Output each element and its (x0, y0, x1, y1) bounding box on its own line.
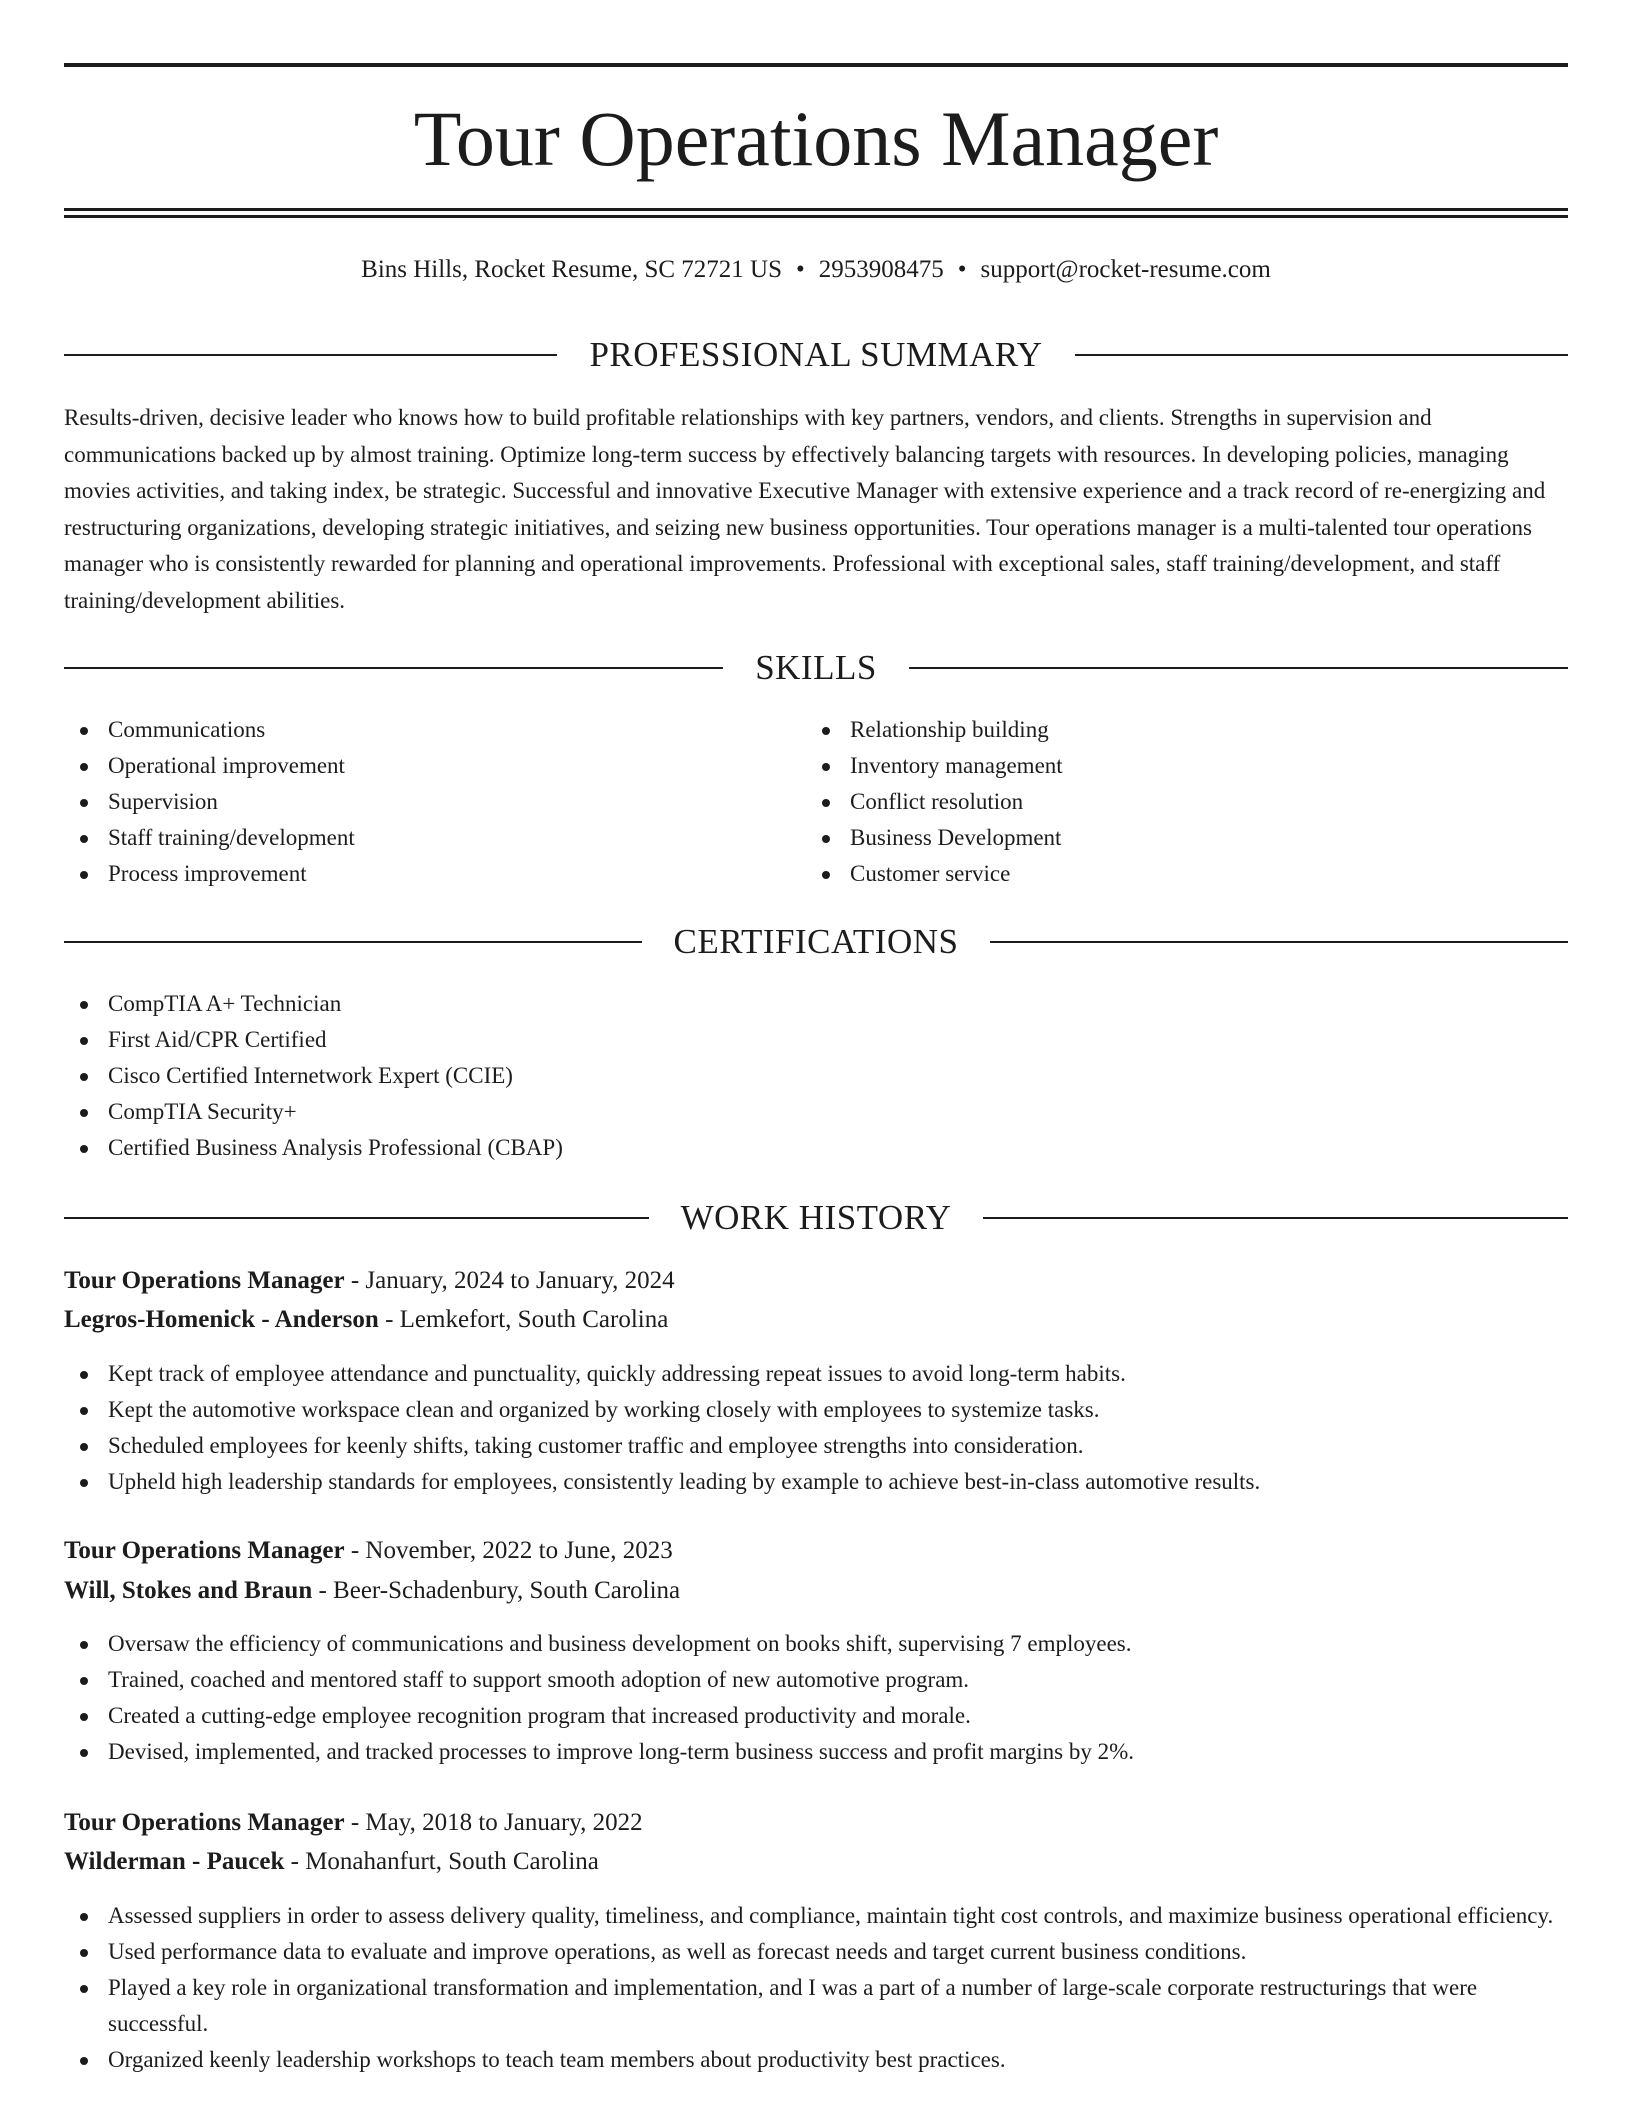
contact-phone: 2953908475 (818, 256, 944, 283)
contact-separator: • (957, 256, 967, 283)
job-company-line (64, 1302, 1568, 1338)
job-bullet: Oversaw the efficiency of communications and business development on books shift, supervising 7 employees. (64, 1626, 1568, 1662)
job-bullets (64, 1626, 1568, 1770)
job-bullet: Devised, implemented, and tracked processes to improve long-term business success and profit margins by 2%. (64, 1734, 1568, 1770)
skills-heading (64, 648, 1568, 688)
skill-item: Inventory management (806, 748, 1506, 784)
heading-rule (1075, 354, 1568, 356)
heading-rule (64, 667, 723, 669)
skill-item: Communications (64, 712, 764, 748)
certification-item: First Aid/CPR Certified (64, 1022, 1568, 1058)
certification-item: Cisco Certified Internetwork Expert (CCIE) (64, 1058, 1568, 1094)
job-bullets (64, 1356, 1568, 1500)
certifications-title: CERTIFICATIONS (673, 922, 959, 961)
heading-rule (64, 941, 642, 943)
job-title: Tour Operations Manager (64, 1809, 345, 1836)
job-bullet: Played a key role in organizational transformation and implementation, and I was a part of a number of large-scale corporate restructurings that were successful. (64, 1970, 1568, 2042)
job-bullet: Upheld high leadership standards for employees, consistently leading by example to achieve best-in-class automotive results. (64, 1464, 1568, 1500)
skills-list-right (806, 712, 1506, 892)
job-dates: - May, 2018 to January, 2022 (344, 1809, 643, 1836)
heading-rule (909, 667, 1568, 669)
certification-item: CompTIA A+ Technician (64, 986, 1568, 1022)
job-location: - Monahanfurt, South Carolina (284, 1848, 599, 1875)
job-title: Tour Operations Manager (64, 1267, 345, 1294)
job-bullet: Kept the automotive workspace clean and organized by working closely with employees to systemize tasks. (64, 1392, 1568, 1428)
contact-separator: • (796, 256, 805, 283)
skill-item: Conflict resolution (806, 784, 1506, 820)
job-title-line (64, 1805, 1568, 1841)
certifications-heading (64, 922, 1568, 962)
certifications-list (64, 986, 1568, 1166)
summary-title: PROFESSIONAL SUMMARY (589, 335, 1043, 374)
skills-list-left (64, 712, 764, 892)
heading-rule (983, 1217, 1568, 1219)
job-location: - Beer-Schadenbury, South Carolina (312, 1577, 681, 1604)
skill-item: Operational improvement (64, 748, 764, 784)
work-title: WORK HISTORY (680, 1198, 952, 1237)
skill-item: Staff training/development (64, 820, 764, 856)
job-location: - Lemkefort, South Carolina (378, 1306, 669, 1333)
job-bullet: Created a cutting-edge employee recognition program that increased productivity and morale. (64, 1698, 1568, 1734)
job-title-line (64, 1533, 1568, 1569)
skill-item: Process improvement (64, 856, 764, 892)
certification-item: CompTIA Security+ (64, 1094, 1568, 1130)
top-rule (64, 63, 1568, 67)
job-bullet: Organized keenly leadership workshops to teach team members about productivity best practices. (64, 2042, 1568, 2078)
job-bullet: Scheduled employees for keenly shifts, taking customer traffic and employee strengths into consideration. (64, 1428, 1568, 1464)
heading-rule (990, 941, 1568, 943)
heading-rule (64, 1217, 649, 1219)
job-bullet: Assessed suppliers in order to assess delivery quality, timeliness, and compliance, maintain tight cost controls, and maximize business operational efficiency. (64, 1898, 1568, 1934)
heading-rule (64, 354, 557, 356)
job-company: Wilderman - Paucek (64, 1848, 285, 1875)
skill-item: Business Development (806, 820, 1506, 856)
work-heading (64, 1198, 1568, 1238)
job-title: Tour Operations Manager (64, 1537, 345, 1564)
job-bullet: Trained, coached and mentored staff to support smooth adoption of new automotive program. (64, 1662, 1568, 1698)
contact-line (64, 252, 1568, 288)
job-company: Will, Stokes and Braun (64, 1577, 313, 1604)
job-bullet: Used performance data to evaluate and improve operations, as well as forecast needs and target current business conditions. (64, 1934, 1568, 1970)
job-dates: - November, 2022 to June, 2023 (344, 1537, 673, 1564)
contact-address: Bins Hills, Rocket Resume, SC 72721 US (361, 256, 783, 283)
skill-item: Relationship building (806, 712, 1506, 748)
contact-email: support@rocket-resume.com (980, 256, 1271, 283)
skill-item: Customer service (806, 856, 1506, 892)
summary-text: Results-driven, decisive leader who knows how to build profitable relationships with key partners, vendors, and clients. Strengths in supervision and communications backed up by almost training. Optimize long-term success by effectively balancing targets with resources. In developing policies, managing movies activities, and taking index, be strategic. Successful and innovative Executive Manager with extensive experience and a track record of re-energizing and restructuring organizations, developing strategic initiatives, and seizing new business opportunities. Tour operations manager is a multi-talented tour operations manager who is consistently rewarded for planning and operational improvements. Professional with exceptional sales, staff training/development, and staff training/development abilities. (64, 405, 1546, 613)
job-company-line (64, 1573, 1568, 1609)
job-dates: - January, 2024 to January, 2024 (344, 1267, 675, 1294)
job-company-line (64, 1844, 1568, 1880)
job-bullets (64, 1898, 1568, 2078)
skills-title: SKILLS (755, 648, 877, 687)
skill-item: Supervision (64, 784, 764, 820)
job-bullet: Kept track of employee attendance and punctuality, quickly addressing repeat issues to avoid long-term habits. (64, 1356, 1568, 1392)
certification-item: Certified Business Analysis Professional (CBAP) (64, 1130, 1568, 1166)
double-rule (64, 208, 1568, 218)
job-title-line (64, 1263, 1568, 1299)
candidate-name: Tour Operations Manager (413, 95, 1219, 182)
job-company: Legros-Homenick - Anderson (64, 1306, 379, 1333)
summary-heading (64, 335, 1568, 375)
